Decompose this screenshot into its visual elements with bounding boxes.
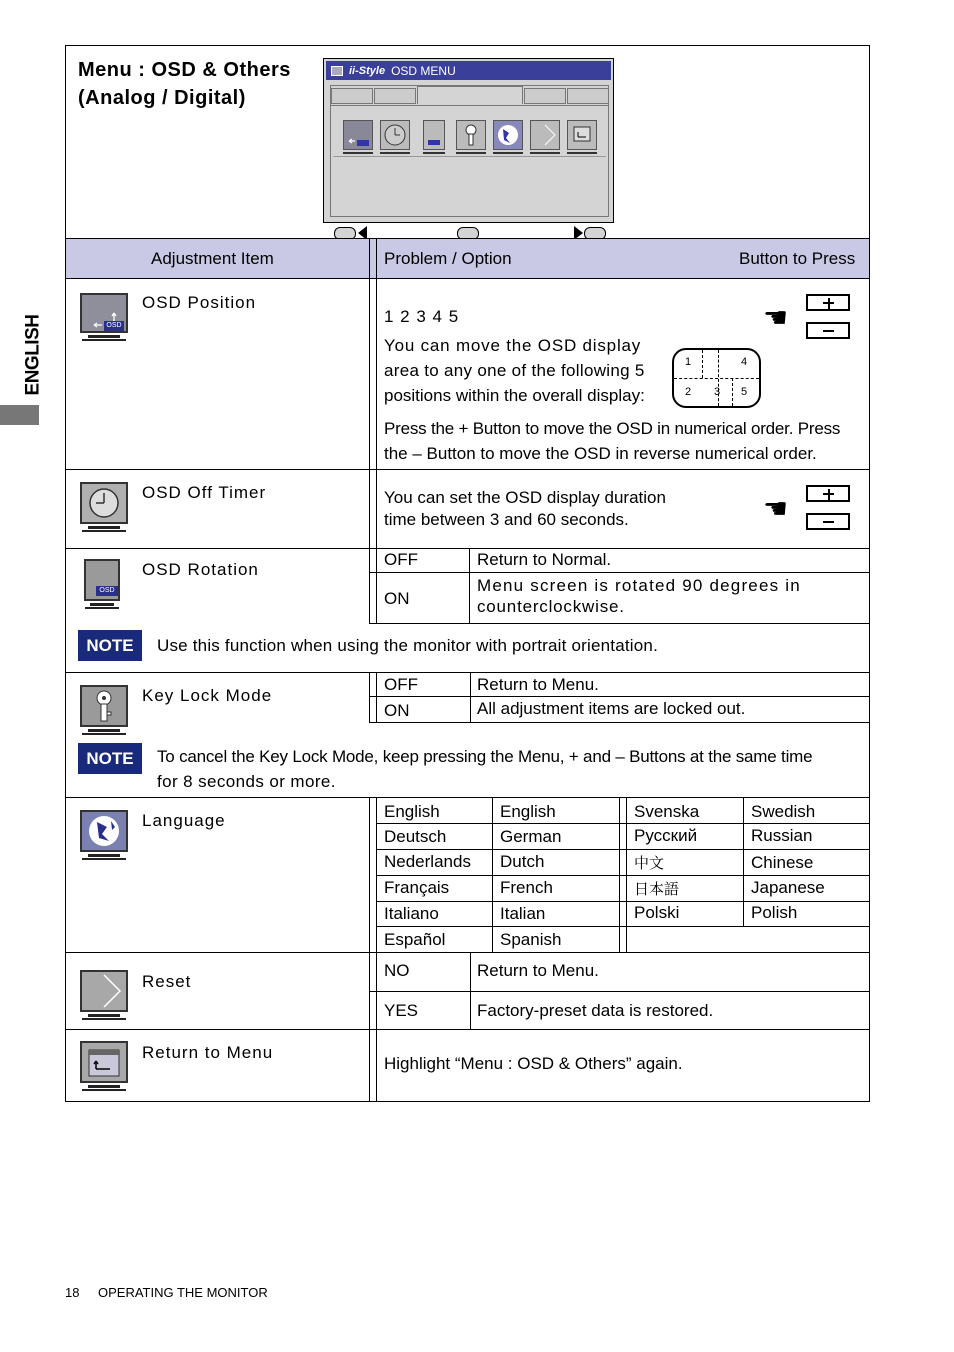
position-4: 4 — [741, 356, 748, 368]
side-tab-label: ENGLISH — [22, 314, 44, 396]
osd-title: OSD MENU — [391, 63, 456, 78]
osd-timer-icon — [78, 482, 130, 534]
title-line-2: (Analog / Digital) — [78, 87, 246, 109]
return-menu-text: Highlight “Menu : OSD & Others” again. — [384, 1054, 683, 1073]
position-5: 5 — [741, 386, 748, 398]
note-badge: NOTE — [78, 743, 142, 774]
footer-section: OPERATING THE MONITOR — [98, 1285, 268, 1300]
header-button-to-press: Button to Press — [739, 249, 856, 268]
osd-position-text-1: You can move the OSD display — [384, 336, 642, 355]
lang-italian: Italian — [500, 904, 546, 923]
osd-tab-active — [417, 86, 523, 104]
plus-button-icon — [806, 485, 850, 502]
osd-timer-label: OSD Off Timer — [142, 483, 267, 502]
keylock-on-value: All adjustment items are locked out. — [477, 699, 746, 718]
language-icon — [78, 810, 130, 862]
rotation-on-key: ON — [384, 589, 410, 608]
plus-button-icon — [806, 294, 850, 311]
osd-brand: ii-Style — [349, 64, 386, 77]
keylock-off-key: OFF — [384, 675, 418, 694]
lang-german: German — [500, 827, 562, 846]
osd-tab-4 — [524, 88, 566, 104]
keylock-note-text-1: To cancel the Key Lock Mode, keep pressing the Menu, + and – Buttons at the same time — [157, 747, 813, 766]
osd-position-diagram — [672, 348, 761, 408]
lang-russian: Russian — [751, 826, 813, 845]
reset-yes-value: Factory-preset data is restored. — [477, 1001, 714, 1020]
lang-native-espanol: Español — [384, 930, 446, 949]
osd-position-icon — [78, 293, 130, 343]
key-lock-mini-icon — [456, 120, 486, 150]
rotation-on-value-2: counterclockwise. — [477, 597, 625, 616]
lang-native-svenska: Svenska — [634, 802, 700, 821]
rotation-off-value: Return to Normal. — [477, 550, 612, 569]
minus-button-icon — [806, 322, 850, 339]
rotation-note-text: Use this function when using the monitor with portrait orientation. — [157, 636, 658, 655]
page-number: 18 — [65, 1285, 80, 1300]
lang-native-english: English — [384, 802, 440, 821]
lang-chinese: Chinese — [751, 853, 814, 872]
position-3: 3 — [714, 386, 721, 398]
rotation-off-key: OFF — [384, 550, 418, 569]
lang-dutch: Dutch — [500, 852, 545, 871]
lang-native-francais: Français — [384, 878, 450, 897]
lang-swedish: Swedish — [751, 802, 816, 821]
rotation-mini-icon — [423, 120, 445, 150]
lang-french: French — [500, 878, 553, 897]
header-problem-option: Problem / Option — [384, 249, 512, 268]
position-1: 1 — [685, 356, 692, 368]
osd-position-numbers: 1 2 3 4 5 — [384, 307, 460, 326]
osd-rotation-icon — [82, 559, 122, 611]
side-tab — [22, 300, 44, 410]
pointing-hand-icon: ☚ — [763, 493, 789, 524]
osd-tab-5 — [567, 88, 609, 104]
page-title — [78, 56, 291, 112]
lang-japanese: Japanese — [751, 878, 825, 897]
osd-position-text-2: area to any one of the following 5 — [384, 361, 645, 380]
key-lock-icon — [78, 685, 130, 737]
pointing-hand-icon: ☚ — [763, 302, 789, 333]
lang-native-deutsch: Deutsch — [384, 827, 447, 846]
note-badge: NOTE — [78, 630, 142, 661]
side-tab-bar — [0, 405, 39, 425]
keylock-note-text-2: for 8 seconds or more. — [157, 772, 336, 791]
reset-mini-icon — [530, 120, 560, 150]
key-lock-label: Key Lock Mode — [142, 686, 273, 705]
reset-yes-key: YES — [384, 1001, 419, 1020]
return-mini-icon — [567, 120, 597, 150]
lang-native-russian: Русский — [634, 826, 698, 845]
rotation-on-value: Menu screen is rotated 90 degrees in — [477, 576, 801, 595]
osd-tab-1 — [331, 88, 373, 104]
osd-position-text-4: Press the + Button to move the OSD in numerical order. Press — [384, 419, 841, 438]
osd-position-text-5: the – Button to move the OSD in reverse numerical order. — [384, 444, 817, 463]
osd-position-text-3: positions within the overall display: — [384, 386, 645, 405]
osd-mini-label: OSD — [104, 321, 124, 331]
reset-no-value: Return to Menu. — [477, 961, 599, 980]
osd-menu-body — [330, 85, 609, 217]
header-adjustment-item: Adjustment Item — [151, 249, 274, 268]
keylock-on-key: ON — [384, 701, 410, 720]
osd-rotation-label: OSD Rotation — [142, 560, 259, 579]
osd-timer-text-2: time between 3 and 60 seconds. — [384, 510, 629, 529]
osd-timer-text-1: You can set the OSD display duration — [384, 488, 666, 507]
reset-label: Reset — [142, 972, 192, 991]
timer-mini-icon — [380, 120, 410, 150]
reset-no-key: NO — [384, 961, 410, 980]
lang-spanish: Spanish — [500, 930, 562, 949]
reset-icon — [78, 970, 130, 1022]
osd-tab-2 — [374, 88, 416, 104]
lang-english: English — [500, 802, 556, 821]
title-line-1: Menu : OSD & Others — [78, 59, 291, 81]
lang-native-nederlands: Nederlands — [384, 852, 471, 871]
lang-native-japanese: 日本語 — [634, 881, 680, 898]
rotation-osd-mini-label: OSD — [96, 586, 118, 596]
monitor-icon — [331, 66, 343, 76]
lang-polish: Polish — [751, 903, 798, 922]
lang-native-chinese: 中文 — [634, 855, 665, 872]
osd-menu-panel — [323, 58, 614, 223]
keylock-off-value: Return to Menu. — [477, 675, 599, 694]
osd-position-mini-icon — [343, 120, 373, 150]
language-label: Language — [142, 811, 226, 830]
return-menu-icon — [78, 1041, 130, 1093]
language-mini-icon — [493, 120, 523, 150]
minus-button-icon — [806, 513, 850, 530]
lang-native-italiano: Italiano — [384, 904, 439, 923]
position-2: 2 — [685, 386, 692, 398]
osd-position-label: OSD Position — [142, 293, 257, 312]
return-menu-label: Return to Menu — [142, 1043, 274, 1062]
lang-native-polski: Polski — [634, 903, 680, 922]
osd-menu-titlebar — [326, 61, 611, 80]
